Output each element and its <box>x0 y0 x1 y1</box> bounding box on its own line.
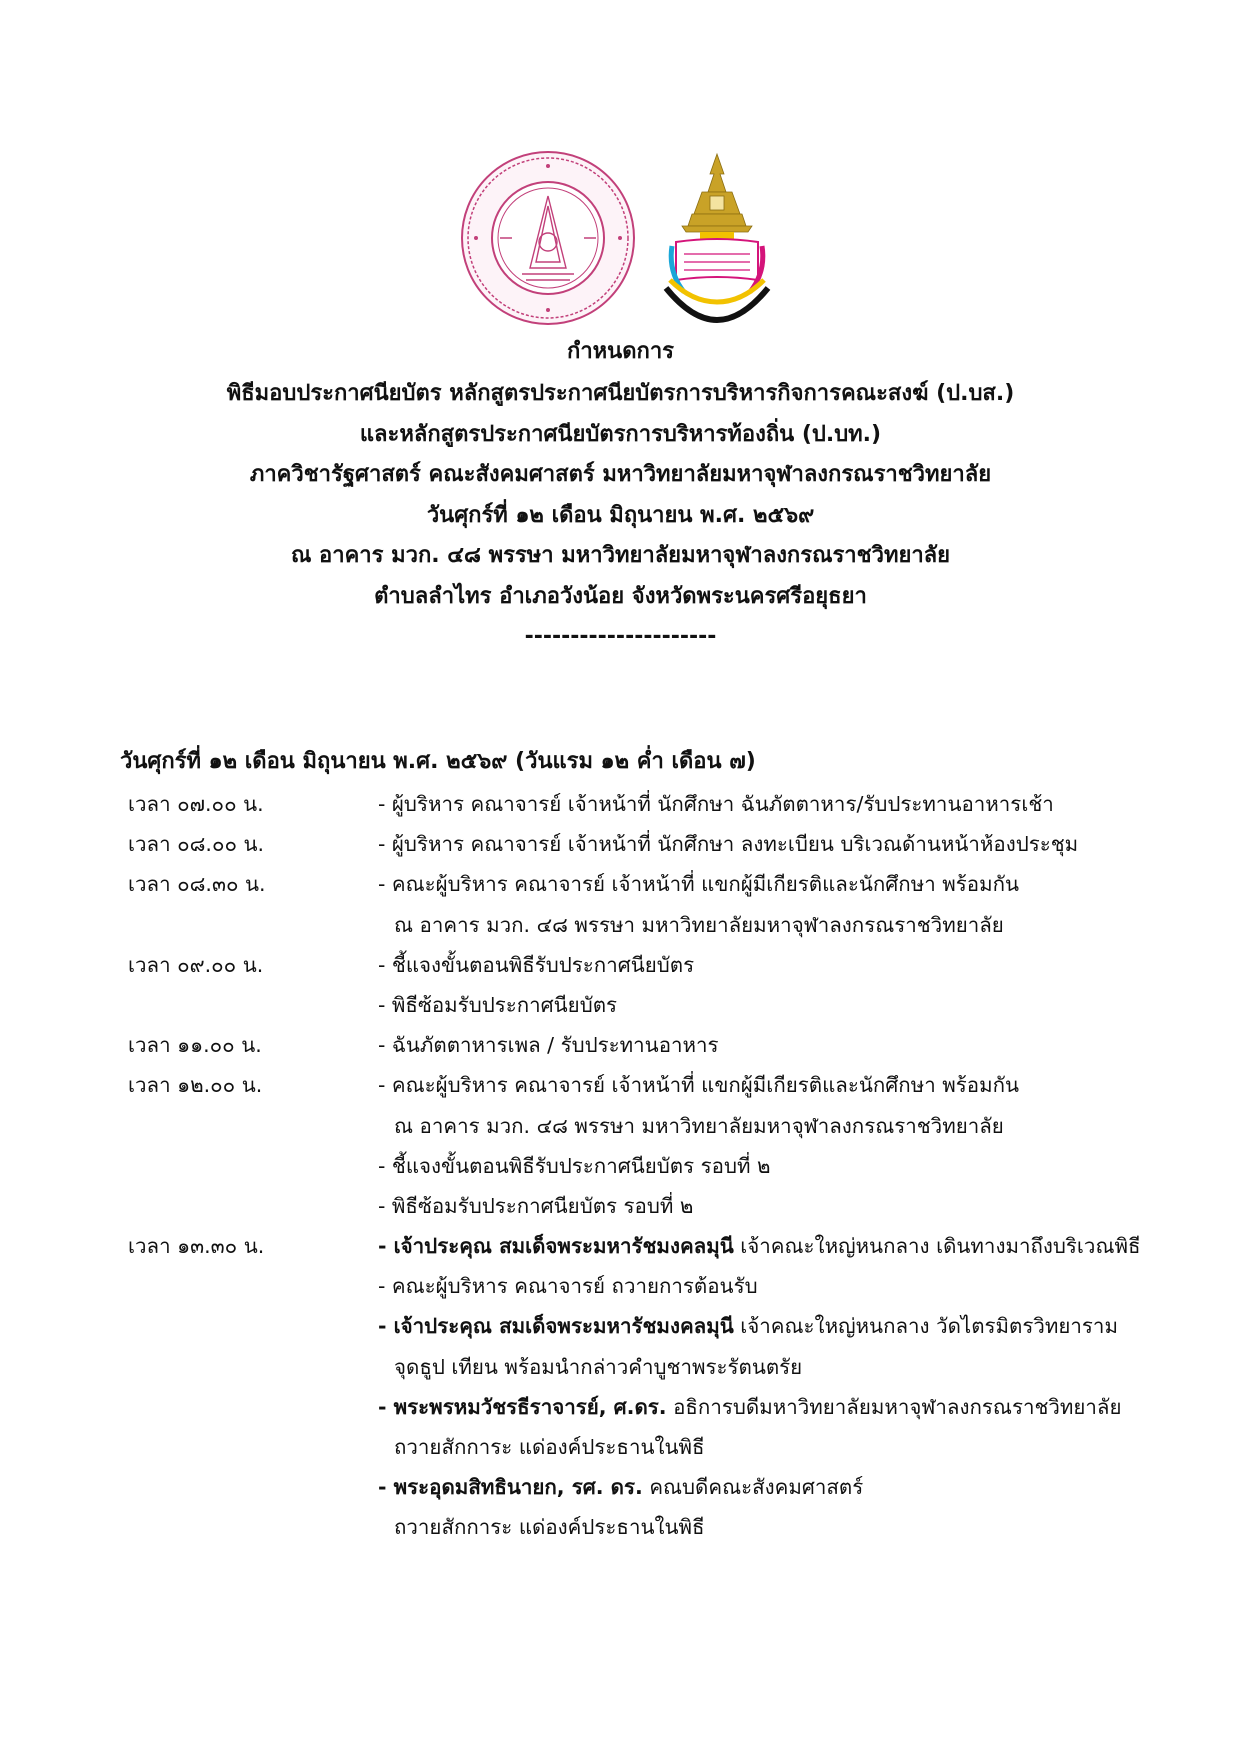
schedule-time: เวลา ๐๗.๐๐ น. <box>128 792 264 816</box>
schedule-row <box>0 945 1241 985</box>
schedule-row <box>0 1467 1241 1507</box>
schedule-item: - ผู้บริหาร คณาจารย์ เจ้าหน้าที่ นักศึกษา ลงทะเบียน บริเวณด้านหน้าห้องประชุม <box>378 832 1079 857</box>
schedule-item-bold: - พระอุดมสิทธินายก, รศ. ดร. <box>378 1475 643 1500</box>
header-line-date: วันศุกร์ที่ ๑๒ เดือน มิถุนายน พ.ศ. ๒๕๖๙ <box>426 502 815 528</box>
schedule-item: - ชี้แจงขั้นตอนพิธีรับประกาศนียบัตร รอบที่ ๒ <box>378 1153 771 1178</box>
day-heading: วันศุกร์ที่ ๑๒ เดือน มิถุนายน พ.ศ. ๒๕๖๙ (วันแรม ๑๒ ค่ำ เดือน ๗) <box>120 749 756 774</box>
schedule-item: - คณะผู้บริหาร คณาจารย์ เจ้าหน้าที่ แขกผู้มีเกียรติและนักศึกษา พร้อมกัน <box>378 1073 1020 1098</box>
university-seal-icon <box>460 150 636 326</box>
schedule-row <box>0 784 1241 824</box>
schedule-item: ณ อาคาร มวก. ๔๘ พรรษา มหาวิทยาลัยมหาจุฬาลงกรณราชวิทยาลัย <box>394 912 1004 937</box>
schedule-item: จุดธูป เทียน พร้อมนำกล่าวคำบูชาพระรัตนตรัย <box>394 1354 803 1379</box>
schedule-item: ถวายสักการะ แด่องค์ประธานในพิธี <box>394 1435 705 1459</box>
schedule-time: เวลา ๑๓.๓๐ น. <box>128 1234 265 1259</box>
schedule-time: เวลา ๐๘.๓๐ น. <box>128 872 266 897</box>
schedule-item: - เจ้าประคุณ สมเด็จพระมหารัชมงคลมุนี เจ้าคณะใหญ่หนกลาง วัดไตรมิตรวิทยาราม <box>378 1314 1118 1339</box>
header-divider: --------------------- <box>524 624 717 649</box>
schedule-row <box>0 1266 1241 1306</box>
schedule-item: ถวายสักการะ แด่องค์ประธานในพิธี <box>394 1515 705 1540</box>
schedule-item-bold: - เจ้าประคุณ สมเด็จพระมหารัชมงคลมุนี <box>378 1234 734 1259</box>
schedule-row <box>0 1347 1241 1387</box>
schedule-item: - คณะผู้บริหาร คณาจารย์ ถวายการต้อนรับ <box>378 1274 758 1299</box>
document-header <box>0 330 1241 657</box>
schedule-row <box>0 1306 1241 1346</box>
schedule-row <box>0 1507 1241 1547</box>
schedule-row <box>0 1065 1241 1105</box>
schedule-item: - เจ้าประคุณ สมเด็จพระมหารัชมงคลมุนี เจ้าคณะใหญ่หนกลาง เดินทางมาถึงบริเวณพิธี <box>378 1234 1141 1259</box>
schedule-time: เวลา ๐๙.๐๐ น. <box>128 952 264 977</box>
schedule-time: เวลา ๑๒.๐๐ น. <box>128 1073 263 1098</box>
schedule-item: - พิธีซ้อมรับประกาศนียบัตร รอบที่ ๒ <box>378 1193 694 1218</box>
schedule-row <box>0 1226 1241 1266</box>
schedule-row <box>0 1427 1241 1467</box>
schedule-item: - พระอุดมสิทธินายก, รศ. ดร. คณบดีคณะสังคมศาสตร์ <box>378 1475 864 1500</box>
ceremony-emblem-icon <box>662 152 772 328</box>
schedule-time: เวลา ๐๘.๐๐ น. <box>128 832 265 857</box>
header-line-department: ภาควิชารัฐศาสตร์ คณะสังคมศาสตร์ มหาวิทยาลัยมหาจุฬาลงกรณราชวิทยาลัย <box>249 462 992 487</box>
schedule-row <box>0 1186 1241 1226</box>
header-line-program: และหลักสูตรประกาศนียบัตรการบริหารท้องถิ่น (ป.บท.) <box>359 421 882 447</box>
schedule-row <box>0 985 1241 1025</box>
schedule-row <box>0 864 1241 904</box>
schedule-row <box>0 824 1241 864</box>
schedule-row <box>0 1146 1241 1186</box>
schedule-item: - คณะผู้บริหาร คณาจารย์ เจ้าหน้าที่ แขกผู้มีเกียรติและนักศึกษา พร้อมกัน <box>378 872 1020 897</box>
schedule-time: เวลา ๑๑.๐๐ น. <box>128 1033 262 1058</box>
header-line-ceremony: พิธีมอบประกาศนียบัตร หลักสูตรประกาศนียบัตรการบริหารกิจการคณะสงฆ์ (ป.บส.) <box>226 381 1015 406</box>
logo-area <box>0 148 1241 330</box>
schedule-row <box>0 1106 1241 1146</box>
header-line-location: ตำบลลำไทร อำเภอวังน้อย จังหวัดพระนครศรีอยุธยา <box>374 583 867 609</box>
schedule-item: - พระพรหมวัชรธีราจารย์, ศ.ดร. อธิการบดีมหาวิทยาลัยมหาจุฬาลงกรณราชวิทยาลัย <box>378 1394 1122 1419</box>
schedule-list <box>0 784 1241 1548</box>
header-title: กำหนดการ <box>567 339 674 364</box>
schedule-row <box>0 1025 1241 1065</box>
schedule-row <box>0 1387 1241 1427</box>
header-line-venue: ณ อาคาร มวก. ๔๘ พรรษา มหาวิทยาลัยมหาจุฬาลงกรณราชวิทยาลัย <box>290 543 951 568</box>
schedule-item-bold: - พระพรหมวัชรธีราจารย์, ศ.ดร. <box>378 1394 667 1419</box>
schedule-item: - ฉันภัตตาหารเพล / รับประทานอาหาร <box>378 1033 719 1058</box>
schedule-item-bold: - เจ้าประคุณ สมเด็จพระมหารัชมงคลมุนี <box>378 1314 734 1339</box>
schedule-item: - พิธีซ้อมรับประกาศนียบัตร <box>378 992 618 1017</box>
schedule-row <box>0 905 1241 945</box>
schedule-item: - ชี้แจงขั้นตอนพิธีรับประกาศนียบัตร <box>378 952 695 977</box>
schedule-item: ณ อาคาร มวก. ๔๘ พรรษา มหาวิทยาลัยมหาจุฬาลงกรณราชวิทยาลัย <box>394 1113 1004 1138</box>
schedule-item: - ผู้บริหาร คณาจารย์ เจ้าหน้าที่ นักศึกษา ฉันภัตตาหาร/รับประทานอาหารเช้า <box>378 792 1054 816</box>
